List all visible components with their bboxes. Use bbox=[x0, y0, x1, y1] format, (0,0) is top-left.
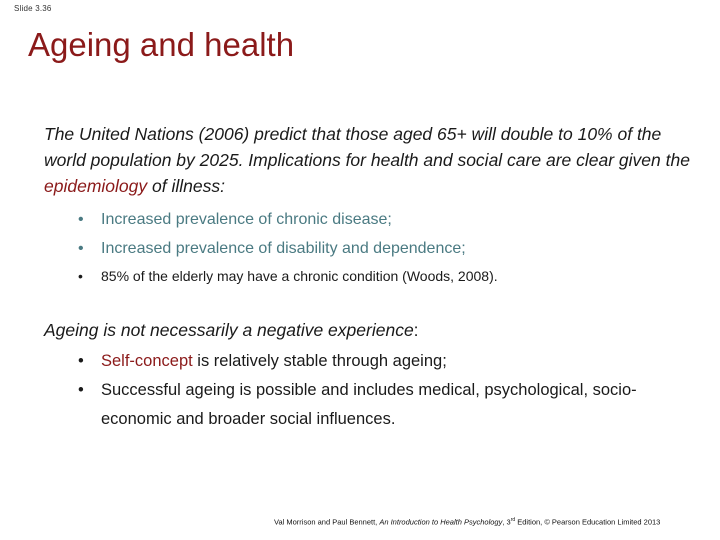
list-item-text: Increased prevalence of disability and dependence; bbox=[101, 240, 466, 257]
bullet-icon: • bbox=[78, 268, 83, 284]
slide-title: Ageing and health bbox=[28, 26, 295, 63]
list-item bbox=[78, 266, 498, 286]
intro-text: The United Nations (2006) predict that those aged 65+ will double to 10% of the world population by 2025. Implications for health and social care are clear given the bbox=[44, 124, 690, 170]
intro-paragraph bbox=[44, 121, 694, 199]
list-item bbox=[78, 234, 466, 263]
epidemiology-term: epidemiology bbox=[44, 176, 148, 196]
intro-text-end: of illness: bbox=[147, 176, 225, 196]
ageing-colon: : bbox=[413, 320, 419, 340]
bullet-list-ageing bbox=[78, 347, 698, 434]
slide-number: Slide 3.36 bbox=[14, 4, 52, 13]
bullet-icon: • bbox=[78, 352, 84, 370]
bullet-list-trends bbox=[78, 205, 466, 263]
bullet-icon: • bbox=[78, 211, 84, 228]
list-item-text: Increased prevalence of chronic disease; bbox=[101, 211, 392, 228]
ageing-text: Ageing is not necessarily a negative experience bbox=[44, 320, 414, 340]
list-item bbox=[78, 376, 698, 434]
self-concept-term: Self-concept bbox=[101, 352, 193, 370]
footer-citation bbox=[274, 517, 660, 527]
footer-authors: Val Morrison and Paul Bennett, bbox=[274, 517, 380, 527]
list-item bbox=[78, 205, 466, 234]
bullet-icon: • bbox=[78, 381, 84, 399]
list-item-text: is relatively stable through ageing; bbox=[192, 352, 447, 370]
bullet-icon: • bbox=[78, 240, 84, 257]
bullet-list-chronic bbox=[78, 266, 498, 286]
footer-book-title: An Introduction to Health Psychology bbox=[379, 517, 503, 527]
footer-copyright: Edition, © Pearson Education Limited 2013 bbox=[515, 517, 661, 527]
footer-edition: , 3 bbox=[502, 517, 511, 527]
ageing-paragraph bbox=[44, 317, 419, 343]
footer-edition-suffix: rd bbox=[510, 517, 516, 523]
list-item bbox=[78, 347, 698, 376]
list-item-text: 85% of the elderly may have a chronic condition (Woods, 2008). bbox=[101, 268, 498, 284]
list-item-text: Successful ageing is possible and includes medical, psychological, socio-economic and broader social influences. bbox=[101, 381, 637, 428]
